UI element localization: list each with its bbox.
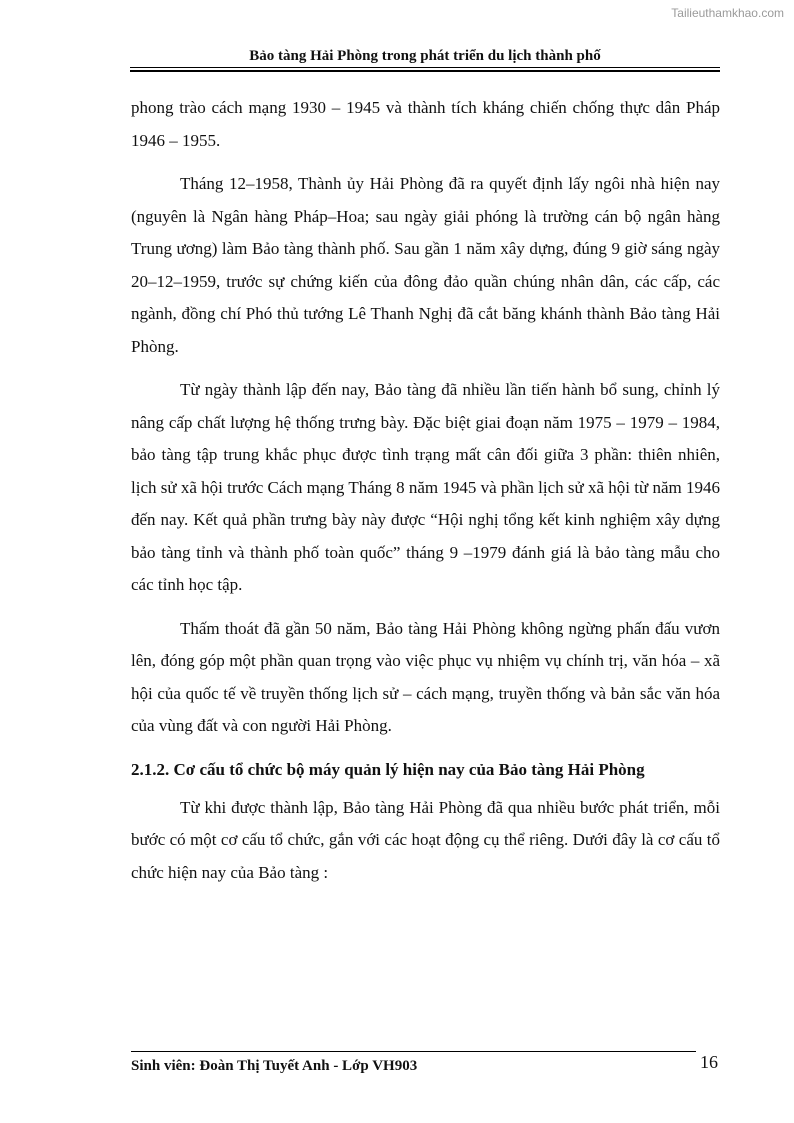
watermark-text: Tailieuthamkhao.com (671, 6, 784, 20)
footer-divider (131, 1051, 696, 1052)
running-header-title: Bảo tàng Hải Phòng trong phát triển du lịch thành phố (249, 48, 601, 64)
header-divider-thick (130, 70, 720, 72)
paragraph: Thấm thoát đã gần 50 năm, Bảo tàng Hải Phòng không ngừng phấn đấu vươn lên, đóng góp một phần quan trọng vào việc phục vụ nhiệm vụ chính trị, văn hóa – xã hội của quốc tế về truyền thống lịch sử – cách mạng, truyền thống và bản sắc văn hóa của vùng đất và con người Hải Phòng. (131, 618, 720, 735)
section-heading: 2.1.2. Cơ cấu tổ chức bộ máy quản lý hiện nay của Bảo tàng Hải Phòng (131, 759, 645, 779)
header-divider (130, 67, 720, 68)
page-number: 16 (700, 1052, 718, 1072)
footer-student-info: Sinh viên: Đoàn Thị Tuyết Anh - Lớp VH903 (131, 1058, 418, 1074)
paragraph-continued: phong trào cách mạng 1930 – 1945 và thành tích kháng chiến chống thực dân Pháp 1946 – 1955. (131, 98, 720, 150)
paragraph: Tháng 12–1958, Thành ủy Hải Phòng đã ra quyết định lấy ngôi nhà hiện nay (nguyên là Ngân hàng Pháp–Hoa; sau ngày giải phóng là trường cán bộ ngân hàng Trung ương) làm Bảo tàng thành phố. Sau gần 1 năm xây dựng, đúng 9 giờ sáng ngày 20–12–1959, trước sự chứng kiến của đông đảo quần chúng nhân dân, các cấp, các ngành, đồng chí Phó thủ tướng Lê Thanh Nghị đã cắt băng khánh thành Bảo tàng Hải Phòng. (131, 174, 720, 356)
paragraph: Từ ngày thành lập đến nay, Bảo tàng đã nhiều lần tiến hành bổ sung, chỉnh lý nâng cấp chất lượng hệ thống trưng bày. Đặc biệt giai đoạn năm 1975 – 1979 – 1984, bảo tàng tập trung khắc phục được tình trạng mất cân đối giữa 3 phần: thiên nhiên, lịch sử xã hội trước Cách mạng Tháng 8 năm 1945 và phần lịch sử xã hội từ năm 1946 đến nay. Kết quả phần trưng bày này được “Hội nghị tổng kết kinh nghiệm xây dựng bảo tàng tỉnh và thành phố toàn quốc” tháng 9 –1979 đánh giá là bảo tàng mẫu cho các tỉnh học tập. (131, 380, 720, 594)
paragraph: Từ khi được thành lập, Bảo tàng Hải Phòng đã qua nhiều bước phát triển, mỗi bước có một cơ cấu tổ chức, gắn với các hoạt động cụ thể riêng. Dưới đây là cơ cấu tổ chức hiện nay của Bảo tàng : (131, 797, 720, 882)
page-body (131, 92, 720, 900)
